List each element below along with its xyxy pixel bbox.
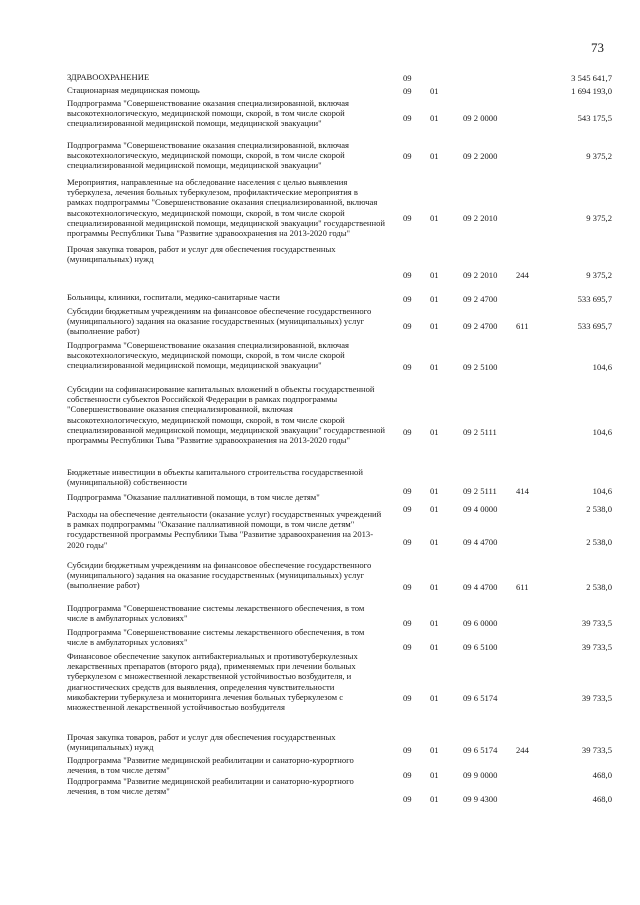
row-name: Подпрограмма "Оказание паллиативной помощи, в том числе детям" bbox=[67, 492, 320, 502]
row-pr-code: 01 bbox=[430, 770, 439, 780]
row-sum: 533 695,7 bbox=[577, 294, 612, 304]
row-sum: 39 733,5 bbox=[581, 745, 612, 755]
row-sum: 468,0 bbox=[592, 794, 612, 804]
row-cs-code: 09 6 5174 bbox=[463, 745, 498, 755]
row-rz-code: 09 bbox=[403, 642, 412, 652]
row-cs-code: 09 2 0000 bbox=[463, 113, 498, 123]
row-name: Финансовое обеспечение закупок антибактериальных и противотуберкулезных лекарственных препаратов (второго ряда), применяемых при лечении больных туберкулезом с множественной лекарственной устойчивостью возбудителя, и диагностических средств для выявления, определения чувствительности микобактерии туберкулеза и мониторинга лечения больных туберкулезом с множественной лекарственной устойчивостью возбудителя bbox=[67, 651, 358, 713]
row-rz-code: 09 bbox=[403, 321, 412, 331]
row-cs-code: 09 6 5174 bbox=[463, 693, 498, 703]
row-rz-code: 09 bbox=[403, 362, 412, 372]
row-vr-code: 611 bbox=[516, 321, 529, 331]
row-name: Подпрограмма "Развитие медицинской реабилитации и санаторно-курортного лечения, в том числе детям" bbox=[67, 755, 354, 776]
row-name: Больницы, клиники, госпитали, медико-санитарные части bbox=[67, 292, 280, 302]
row-sum: 2 538,0 bbox=[586, 582, 612, 592]
row-cs-code: 09 2 2010 bbox=[463, 213, 498, 223]
row-pr-code: 01 bbox=[430, 486, 439, 496]
row-name: Подпрограмма "Совершенствование оказания специализированной, включая высокотехнологическую, медицинской помощи, скорой, в том числе скорой специализированной медицинской помощи, медицинской эвакуации" bbox=[67, 340, 350, 371]
row-name: Подпрограмма "Совершенствование системы лекарственного обеспечения, в том числе в амбулаторных условиях" bbox=[67, 627, 365, 648]
row-name: Субсидии бюджетным учреждениям на финансовое обеспечение государственного (муниципального) задания на оказание государственных (муниципальных) услуг (выполнение работ) bbox=[67, 560, 372, 591]
row-pr-code: 01 bbox=[430, 362, 439, 372]
row-pr-code: 01 bbox=[430, 86, 439, 96]
row-pr-code: 01 bbox=[430, 537, 439, 547]
row-rz-code: 09 bbox=[403, 582, 412, 592]
row-rz-code: 09 bbox=[403, 151, 412, 161]
row-pr-code: 01 bbox=[430, 794, 439, 804]
row-cs-code: 09 4 0000 bbox=[463, 504, 498, 514]
row-rz-code: 09 bbox=[403, 770, 412, 780]
row-cs-code: 09 4 4700 bbox=[463, 537, 498, 547]
row-rz-code: 09 bbox=[403, 504, 412, 514]
row-cs-code: 09 2 5111 bbox=[463, 486, 497, 496]
row-rz-code: 09 bbox=[403, 294, 412, 304]
row-pr-code: 01 bbox=[430, 294, 439, 304]
row-pr-code: 01 bbox=[430, 151, 439, 161]
row-cs-code: 09 2 4700 bbox=[463, 294, 498, 304]
row-cs-code: 09 6 5100 bbox=[463, 642, 498, 652]
row-name: Подпрограмма "Совершенствование оказания специализированной, включая высокотехнологическую, медицинской помощи, скорой, в том числе скорой специализированной медицинской помощи, медицинской эвакуации" bbox=[67, 140, 350, 171]
row-name: Расходы на обеспечение деятельности (оказание услуг) государственных учреждений в рамках подпрограммы "Оказание паллиативной помощи, в том числе детям" государственной программы Республики Тыва "Развитие здравоохранения на 2013-2020 годы" bbox=[67, 509, 382, 550]
row-cs-code: 09 9 0000 bbox=[463, 770, 498, 780]
row-rz-code: 09 bbox=[403, 618, 412, 628]
row-name: Подпрограмма "Совершенствование оказания специализированной, включая высокотехнологическую, медицинской помощи, скорой, в том числе скорой специализированной медицинской помощи, медицинской эвакуации" bbox=[67, 98, 350, 129]
row-sum: 9 375,2 bbox=[586, 213, 612, 223]
row-rz-code: 09 bbox=[403, 693, 412, 703]
row-cs-code: 09 2 5111 bbox=[463, 427, 497, 437]
row-pr-code: 01 bbox=[430, 618, 439, 628]
row-sum: 39 733,5 bbox=[581, 642, 612, 652]
row-rz-code: 09 bbox=[403, 427, 412, 437]
row-rz-code: 09 bbox=[403, 113, 412, 123]
row-sum: 468,0 bbox=[592, 770, 612, 780]
row-rz-code: 09 bbox=[403, 213, 412, 223]
row-sum: 533 695,7 bbox=[577, 321, 612, 331]
row-rz-code: 09 bbox=[403, 486, 412, 496]
row-name: ЗДРАВООХРАНЕНИЕ bbox=[67, 72, 150, 82]
row-name: Подпрограмма "Совершенствование системы лекарственного обеспечения, в том числе в амбулаторных условиях" bbox=[67, 603, 365, 624]
row-sum: 9 375,2 bbox=[586, 151, 612, 161]
row-sum: 104,6 bbox=[592, 427, 612, 437]
row-sum: 543 175,5 bbox=[577, 113, 612, 123]
row-pr-code: 01 bbox=[430, 427, 439, 437]
row-pr-code: 01 bbox=[430, 693, 439, 703]
row-sum: 39 733,5 bbox=[581, 693, 612, 703]
row-rz-code: 09 bbox=[403, 86, 412, 96]
row-pr-code: 01 bbox=[430, 213, 439, 223]
row-pr-code: 01 bbox=[430, 582, 439, 592]
row-pr-code: 01 bbox=[430, 504, 439, 514]
page-number: 73 bbox=[591, 40, 604, 55]
row-pr-code: 01 bbox=[430, 642, 439, 652]
row-name: Субсидии бюджетным учреждениям на финансовое обеспечение государственного (муниципального) задания на оказание государственных (муниципальных) услуг (выполнение работ) bbox=[67, 306, 372, 337]
row-name: Подпрограмма "Развитие медицинской реабилитации и санаторно-курортного лечения, в том числе детям" bbox=[67, 776, 354, 797]
row-sum: 1 694 193,0 bbox=[571, 86, 612, 96]
row-name: Прочая закупка товаров, работ и услуг для обеспечения государственных (муниципальных) нужд bbox=[67, 732, 336, 753]
row-sum: 3 545 641,7 bbox=[571, 73, 612, 83]
row-cs-code: 09 2 5100 bbox=[463, 362, 498, 372]
row-pr-code: 01 bbox=[430, 745, 439, 755]
row-sum: 39 733,5 bbox=[581, 618, 612, 628]
row-name: Бюджетные инвестиции в объекты капитального строительства государственной (муниципальной) собственности bbox=[67, 467, 363, 488]
row-sum: 104,6 bbox=[592, 486, 612, 496]
row-name: Прочая закупка товаров, работ и услуг для обеспечения государственных (муниципальных) нужд bbox=[67, 244, 336, 265]
row-cs-code: 09 2 2000 bbox=[463, 151, 498, 161]
row-pr-code: 01 bbox=[430, 321, 439, 331]
row-cs-code: 09 4 4700 bbox=[463, 582, 498, 592]
row-rz-code: 09 bbox=[403, 73, 412, 83]
row-vr-code: 244 bbox=[516, 745, 529, 755]
row-pr-code: 01 bbox=[430, 113, 439, 123]
row-pr-code: 01 bbox=[430, 270, 439, 280]
row-rz-code: 09 bbox=[403, 745, 412, 755]
row-sum: 2 538,0 bbox=[586, 504, 612, 514]
row-rz-code: 09 bbox=[403, 537, 412, 547]
row-vr-code: 611 bbox=[516, 582, 529, 592]
row-cs-code: 09 9 4300 bbox=[463, 794, 498, 804]
row-vr-code: 244 bbox=[516, 270, 529, 280]
row-vr-code: 414 bbox=[516, 486, 529, 496]
row-cs-code: 09 2 2010 bbox=[463, 270, 498, 280]
row-sum: 104,6 bbox=[592, 362, 612, 372]
row-rz-code: 09 bbox=[403, 794, 412, 804]
row-name: Стационарная медицинская помощь bbox=[67, 85, 200, 95]
row-sum: 2 538,0 bbox=[586, 537, 612, 547]
row-sum: 9 375,2 bbox=[586, 270, 612, 280]
row-cs-code: 09 2 4700 bbox=[463, 321, 498, 331]
row-name: Мероприятия, направленные на обследование населения с целью выявления туберкулеза, лечения больных туберкулезом, профилактические мероприятия в рамках подпрограммы "Совершенствование оказания специализированной, включая высокотехнологическую, медицинской помощи, скорой, в том числе скорой специализированной медицинской помощи, медицинской эвакуации" государственной программы Республики Тыва "Развитие здравоохранения на 2013-2020 годы" bbox=[67, 177, 385, 239]
row-cs-code: 09 6 0000 bbox=[463, 618, 498, 628]
row-rz-code: 09 bbox=[403, 270, 412, 280]
row-name: Субсидии на софинансирование капитальных вложений в объекты государственной собственности субъектов Российской Федерации в рамках подпрограммы "Совершенствование оказания специализированной, включая высокотехнологическую, медицинской помощи, скорой, в том числе скорой специализированной медицинской помощи, медицинской эвакуации" государственной программы Республики Тыва "Развитие здравоохранения на 2013-2020 годы" bbox=[67, 384, 385, 446]
